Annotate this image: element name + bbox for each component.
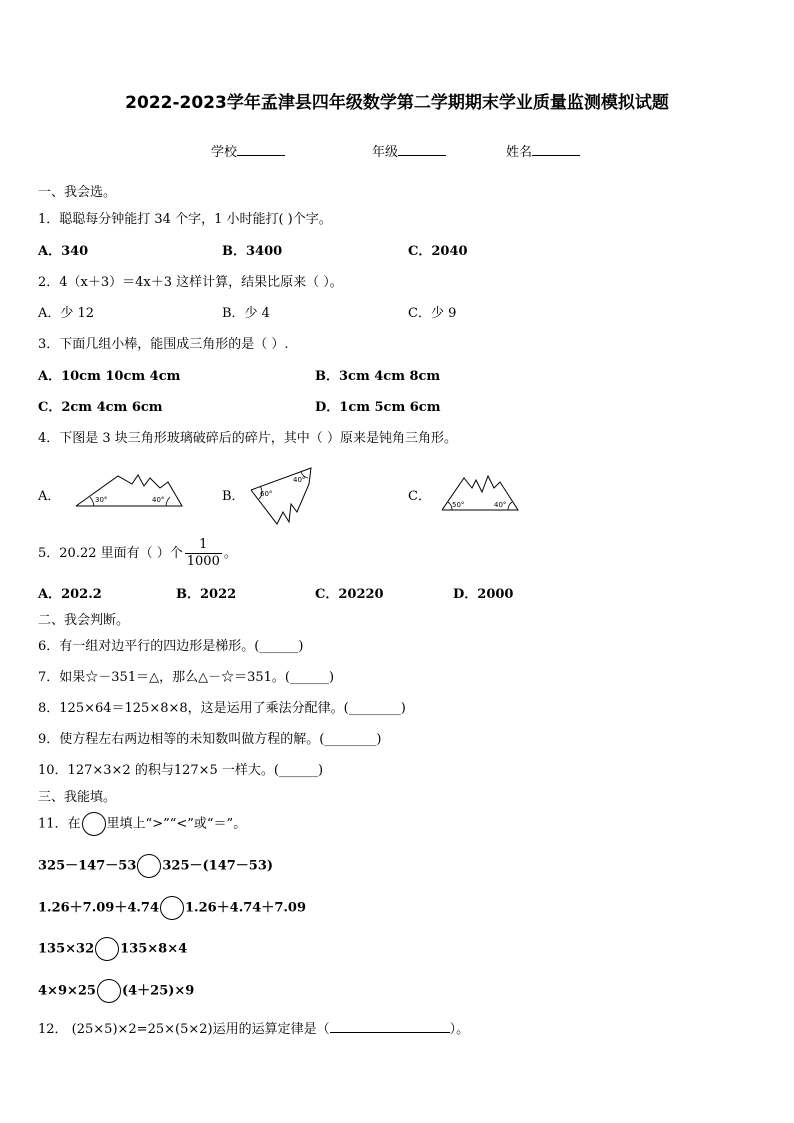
fragment-b-angle-1: 60° [260,490,273,498]
row3-left: 135×32 [38,941,95,957]
row2-left: 1.26＋7.09＋4.74 [38,900,159,916]
grade-field [372,141,446,160]
section-1-heading: 一、我会选。 [38,185,117,200]
question-11 [38,812,246,836]
question-12 [38,1018,469,1037]
q1-option-b[interactable]: B．3400 [222,244,283,259]
fraction-numerator: 1 [199,537,208,552]
question-3: 3．下面几组小棒，能围成三角形的是（ ）. [38,337,289,352]
q5-text-before: 5．20.22 里面有（ ）个 [38,546,183,561]
compare-circle-2[interactable] [160,896,184,920]
question-7: 7．如果☆－351＝△，那么△－☆＝351。(______) [38,670,335,685]
q1-option-c[interactable]: C．2040 [408,244,468,259]
grade-label: 年级 [372,145,399,160]
q12-text: 12． (25×5)×2=25×(5×2)运用的运算定律是（ [38,1022,330,1037]
question-2: 2．4（x＋3）＝4x＋3 这样计算，结果比原来（ ）。 [38,275,343,290]
name-field [506,141,580,160]
row3-right: 135×8×4 [120,941,188,957]
fragment-b-angle-2: 40° [293,476,306,484]
section-2-heading: 二、我会判断。 [38,613,130,628]
compare-row-4 [38,979,194,1003]
q4-option-c[interactable]: C． [408,489,431,504]
row4-right: (4＋25)×9 [121,983,195,999]
question-6: 6．有一组对边平行的四边形是梯形。(______) [38,639,304,654]
glass-fragment-b [245,464,317,528]
q5-option-d[interactable]: D．2000 [453,587,514,602]
q2-option-a[interactable]: A．少 12 [38,306,95,321]
q4-option-b[interactable]: B． [222,489,245,504]
page-title: 2022-2023学年孟津县四年级数学第二学期期末学业质量监测模拟试题 [125,93,669,113]
compare-circle-1[interactable] [137,854,161,878]
section-3-heading: 三、我能填。 [38,790,117,805]
row1-right: 325－(147－53) [162,858,274,874]
q1-option-a[interactable]: A．340 [38,244,89,259]
q5-option-a[interactable]: A．202.2 [38,587,102,602]
q3-option-d[interactable]: D．1cm 5cm 6cm [315,400,441,415]
question-9: 9．使方程左右两边相等的未知数叫做方程的解。(________) [38,732,382,747]
compare-circle-4[interactable] [97,979,121,1003]
row4-left: 4×9×25 [38,983,96,999]
q4-option-a[interactable]: A． [38,489,61,504]
question-8: 8．125×64＝125×8×8，这是运用了乘法分配律。(________) [38,701,406,716]
question-4: 4．下图是 3 块三角形玻璃破碎后的碎片，其中（ ）原来是钝角三角形。 [38,431,457,446]
name-label: 姓名 [506,145,533,160]
compare-row-2 [38,896,306,920]
compare-circle-example [82,812,106,836]
name-blank[interactable] [532,143,580,156]
q2-option-c[interactable]: C．少 9 [408,306,457,321]
grade-blank[interactable] [398,143,446,156]
row2-right: 1.26＋4.74＋7.09 [185,900,306,916]
fragment-a-angle-1: 30° [95,496,108,504]
q12-answer-blank[interactable] [330,1021,450,1033]
school-field [211,141,285,160]
q2-option-b[interactable]: B．少 4 [222,306,270,321]
q11-after: 里填上“>”“<”或“＝”。 [106,816,247,832]
compare-row-1 [38,854,273,878]
q5-option-c[interactable]: C．20220 [315,587,384,602]
fragment-a-angle-2: 40° [152,496,165,504]
compare-row-3 [38,937,187,961]
question-5 [38,537,237,570]
school-label: 学校 [211,145,238,160]
glass-fragment-a [72,470,188,510]
glass-fragment-c [438,470,522,514]
q11-before: 11．在 [38,816,81,832]
q3-option-c[interactable]: C．2cm 4cm 6cm [38,400,163,415]
question-1: 1．聪聪每分钟能打 34 个字，1 小时能打( )个字。 [38,212,332,227]
fragment-c-angle-1: 50° [452,501,465,509]
fragment-c-angle-2: 40° [494,501,507,509]
row1-left: 325－147－53 [38,858,137,874]
school-blank[interactable] [237,143,285,156]
question-10: 10．127×3×2 的积与127×5 一样大。(______) [38,763,324,778]
q5-option-b[interactable]: B．2022 [176,587,237,602]
fraction-denominator: 1000 [186,554,220,569]
compare-circle-3[interactable] [95,937,119,961]
fraction-one-thousandth [185,537,222,570]
q12-after: ）。 [449,1022,470,1037]
q3-option-b[interactable]: B．3cm 4cm 8cm [315,369,441,384]
q3-option-a[interactable]: A．10cm 10cm 4cm [38,369,181,384]
q5-text-after: 。 [223,546,237,561]
